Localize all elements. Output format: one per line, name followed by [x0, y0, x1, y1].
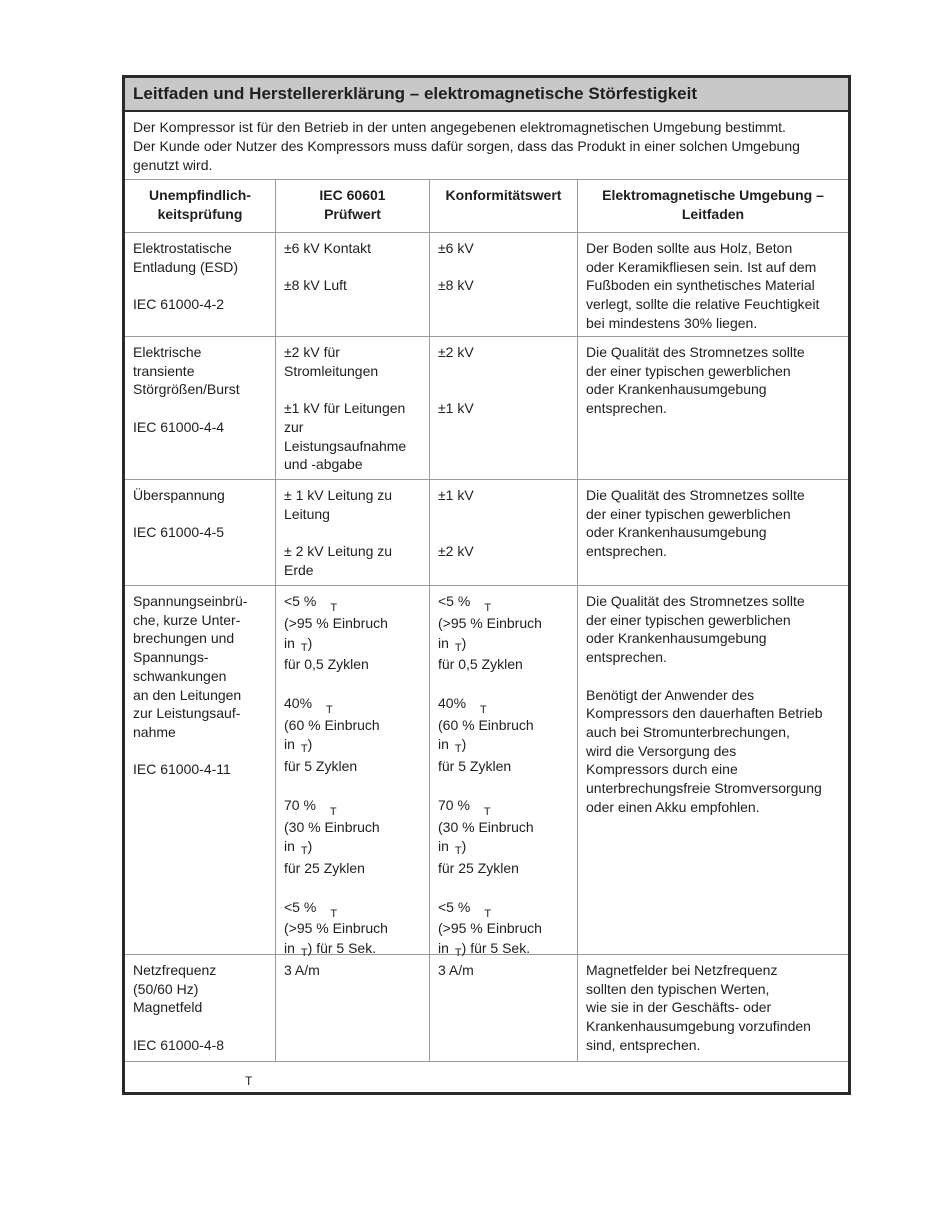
surge-test — [125, 480, 275, 542]
subscript-t: T — [454, 641, 462, 654]
cell-line: oder einen Akku empfohlen. — [586, 798, 760, 815]
cell-line: 3 A/m — [284, 962, 320, 978]
surge-guidance — [578, 480, 848, 561]
subscript-t: T — [454, 743, 462, 756]
cell-line: sollten den typischen Werten, — [586, 980, 770, 997]
cell-line: Der Boden sollte aus Holz, Beton — [586, 240, 793, 256]
surge-level — [276, 480, 429, 580]
header-line: Prüfwert — [324, 205, 381, 222]
esd-guidance — [578, 233, 848, 333]
cell-line: Elektrostatische — [133, 240, 232, 256]
cell-line: <5 % T — [284, 592, 423, 614]
cell-line: und -abgabe — [284, 456, 363, 473]
magnetic-test — [125, 955, 275, 1055]
magnetic-level — [276, 955, 429, 980]
cell-line: (30 % Einbruch — [284, 818, 380, 835]
header-line: Leitfaden — [681, 205, 745, 222]
cell-line: Die Qualität des Stromnetzes sollte — [586, 593, 805, 609]
cell-line: Magnetfelder bei Netzfrequenz — [586, 962, 778, 978]
cell-line: <5 % T — [438, 592, 571, 614]
header-test — [125, 180, 275, 232]
cell-line: zur Leistungsauf- — [133, 705, 241, 722]
cell-line: in T) — [438, 837, 571, 859]
cell-line: ± 1 kV Leitung zu — [284, 487, 393, 503]
cell-line: sind, entsprechen. — [586, 1036, 701, 1053]
cell-line: nahme — [133, 723, 176, 740]
cell-line: 70 % T — [438, 796, 571, 818]
magnetic-compliance — [430, 955, 577, 980]
cell-line: unterbrechungsfreie Stromversorgung — [586, 780, 822, 797]
esd-level — [276, 233, 429, 295]
cell-line: Benötigt der Anwender des — [586, 686, 755, 703]
cell-line: oder Krankenhausumgebung — [586, 381, 767, 398]
subscript-t: T — [480, 703, 487, 716]
cell-line: in T) für 5 Sek. — [438, 939, 571, 961]
cell-line: zur — [284, 418, 304, 435]
cell-line: ±1 kV für Leitungen — [284, 400, 406, 417]
cell-line: Entladung (ESD) — [133, 258, 239, 275]
burst-level — [276, 337, 429, 474]
dips-compliance — [430, 586, 577, 961]
cell-line: entsprechen. — [586, 649, 667, 666]
dips-guidance — [578, 586, 848, 816]
cell-line: in T) — [284, 735, 423, 757]
header-line: IEC 60601 — [319, 187, 386, 203]
table-title: Leitfaden und Herstellererklärung – elektromagnetische Störfestigkeit — [125, 78, 848, 112]
cell-line: ±8 kV Luft — [284, 277, 347, 294]
burst-compliance — [430, 337, 577, 418]
cell-line: ±8 kV — [438, 277, 474, 294]
cell-line: der einer typischen gewerblichen — [586, 611, 791, 628]
cell-line: (>95 % Einbruch — [284, 920, 388, 937]
cell-line: der einer typischen gewerblichen — [586, 362, 791, 379]
subscript-t: T — [300, 641, 308, 654]
cell-line: Krankenhausumgebung vorzufinden — [586, 1018, 811, 1035]
subscript-t: T — [454, 845, 462, 858]
cell-line: auch bei Stromunterbrechungen, — [586, 723, 790, 740]
cell-line: in T) — [284, 837, 423, 859]
subscript-t: T — [330, 907, 338, 920]
cell-line: in T) — [438, 634, 571, 656]
subscript-t: T — [300, 845, 308, 858]
cell-line: ±1 kV — [438, 487, 474, 503]
cell-line: an den Leitungen — [133, 686, 242, 703]
cell-line: transiente — [133, 362, 195, 379]
cell-line: bei mindestens 30% liegen. — [586, 314, 758, 331]
subscript-t: T — [484, 602, 492, 614]
cell-line: (>95 % Einbruch — [438, 614, 542, 631]
header-line: Unempfindlich- — [149, 187, 251, 203]
footnote: T — [245, 1074, 253, 1088]
surge-compliance — [430, 480, 577, 561]
row-divider — [125, 1061, 848, 1062]
cell-line: ±2 kV — [438, 344, 474, 360]
cell-line: che, kurze Unter- — [133, 611, 241, 628]
cell-line: oder Krankenhausumgebung — [586, 524, 767, 541]
cell-line: für 5 Zyklen — [284, 758, 358, 775]
cell-line: 3 A/m — [438, 962, 474, 978]
cell-line: Spannungseinbrü- — [133, 593, 248, 609]
intro-line: Der Kunde oder Nutzer des Kompressors muss dafür sorgen, dass das Produkt in einer solchen Umgebung — [133, 138, 800, 154]
intro-text — [125, 112, 848, 180]
header-line: keitsprüfung — [157, 205, 243, 222]
esd-test — [125, 233, 275, 314]
intro-line: Der Kompressor ist für den Betrieb in der unten angegebenen elektromagnetischen Umgebung bestimmt. — [133, 119, 786, 135]
cell-line: der einer typischen gewerblichen — [586, 505, 791, 522]
cell-line: schwankungen — [133, 667, 227, 684]
header-compliance — [430, 180, 577, 232]
header-guidance — [578, 180, 848, 232]
cell-line: Netzfrequenz — [133, 962, 217, 978]
cell-line: <5 % T — [284, 898, 423, 920]
subscript-t: T — [330, 602, 338, 614]
cell-line: Die Qualität des Stromnetzes sollte — [586, 344, 805, 360]
cell-line: für 25 Zyklen — [284, 860, 365, 877]
header-test-level — [276, 180, 429, 232]
dips-test — [125, 586, 275, 779]
cell-line: Kompressors den dauerhaften Betrieb — [586, 705, 823, 722]
cell-line: oder Krankenhausumgebung — [586, 630, 767, 647]
cell-line: Erde — [284, 561, 314, 578]
cell-line: 40% T — [438, 694, 571, 716]
cell-line: (30 % Einbruch — [438, 818, 534, 835]
cell-line: Stromleitungen — [284, 362, 379, 379]
cell-line: ±6 kV Kontakt — [284, 240, 372, 256]
subscript-t: T — [300, 743, 308, 756]
cell-line: oder Keramikfliesen sein. Ist auf dem — [586, 258, 817, 275]
cell-line: (60 % Einbruch — [284, 716, 380, 733]
burst-guidance — [578, 337, 848, 418]
cell-line: Leitung — [284, 505, 330, 522]
cell-line: Kompressors durch eine — [586, 761, 738, 778]
cell-line: wie sie in der Geschäfts- oder — [586, 999, 772, 1016]
cell-line: verlegt, sollte die relative Feuchtigkeit — [586, 296, 820, 313]
cell-line: für 0,5 Zyklen — [284, 656, 369, 673]
subscript-t: T — [326, 703, 333, 716]
cell-line: für 25 Zyklen — [438, 860, 519, 877]
cell-line: IEC 61000-4-4 — [133, 418, 225, 435]
cell-line: IEC 61000-4-8 — [133, 1036, 225, 1053]
cell-line: <5 % T — [438, 898, 571, 920]
cell-line: brechungen und — [133, 630, 235, 647]
dips-level — [276, 586, 429, 961]
cell-line: wird die Versorgung des — [586, 742, 737, 759]
cell-line: Elektrische — [133, 344, 202, 360]
cell-line: ± 2 kV Leitung zu — [284, 543, 393, 560]
cell-line: (>95 % Einbruch — [438, 920, 542, 937]
cell-line: (60 % Einbruch — [438, 716, 534, 733]
intro-line: genutzt wird. — [133, 157, 213, 173]
subscript-t: T — [329, 805, 337, 818]
cell-line: Fußboden ein synthetisches Material — [586, 277, 815, 294]
cell-line: 70 % T — [284, 796, 423, 818]
cell-line: in T) — [284, 634, 423, 656]
cell-line: (50/60 Hz) — [133, 980, 199, 997]
cell-line: IEC 61000-4-11 — [133, 761, 231, 778]
cell-line: ±1 kV — [438, 400, 474, 417]
cell-line: Leistungsaufnahme — [284, 437, 407, 454]
cell-line: 40% T — [284, 694, 423, 716]
header-line: Elektromagnetische Umgebung – — [602, 187, 824, 203]
subscript-t: T — [300, 947, 308, 960]
cell-line: für 0,5 Zyklen — [438, 656, 523, 673]
cell-line: IEC 61000-4-5 — [133, 524, 225, 541]
cell-line: Störgrößen/Burst — [133, 381, 240, 398]
subscript-t: T — [484, 907, 492, 920]
cell-line: ±2 kV für — [284, 344, 340, 360]
cell-line: in T) für 5 Sek. — [284, 939, 423, 961]
cell-line: für 5 Zyklen — [438, 758, 512, 775]
cell-line: Die Qualität des Stromnetzes sollte — [586, 487, 805, 503]
subscript-t: T — [483, 805, 491, 818]
cell-line: entsprechen. — [586, 400, 667, 417]
cell-line: IEC 61000-4-2 — [133, 296, 225, 313]
magnetic-guidance — [578, 955, 848, 1055]
emc-immunity-table — [122, 75, 851, 1095]
cell-line: in T) — [438, 735, 571, 757]
cell-line: ±2 kV — [438, 543, 474, 560]
cell-line: Spannungs- — [133, 649, 209, 666]
cell-line: entsprechen. — [586, 543, 667, 560]
cell-line: Überspannung — [133, 487, 225, 503]
cell-line: ±6 kV — [438, 240, 474, 256]
header-line: Konformitätswert — [445, 187, 562, 203]
subscript-t: T — [454, 947, 462, 960]
burst-test — [125, 337, 275, 437]
cell-line: Magnetfeld — [133, 999, 203, 1016]
esd-compliance — [430, 233, 577, 295]
cell-line: (>95 % Einbruch — [284, 614, 388, 631]
